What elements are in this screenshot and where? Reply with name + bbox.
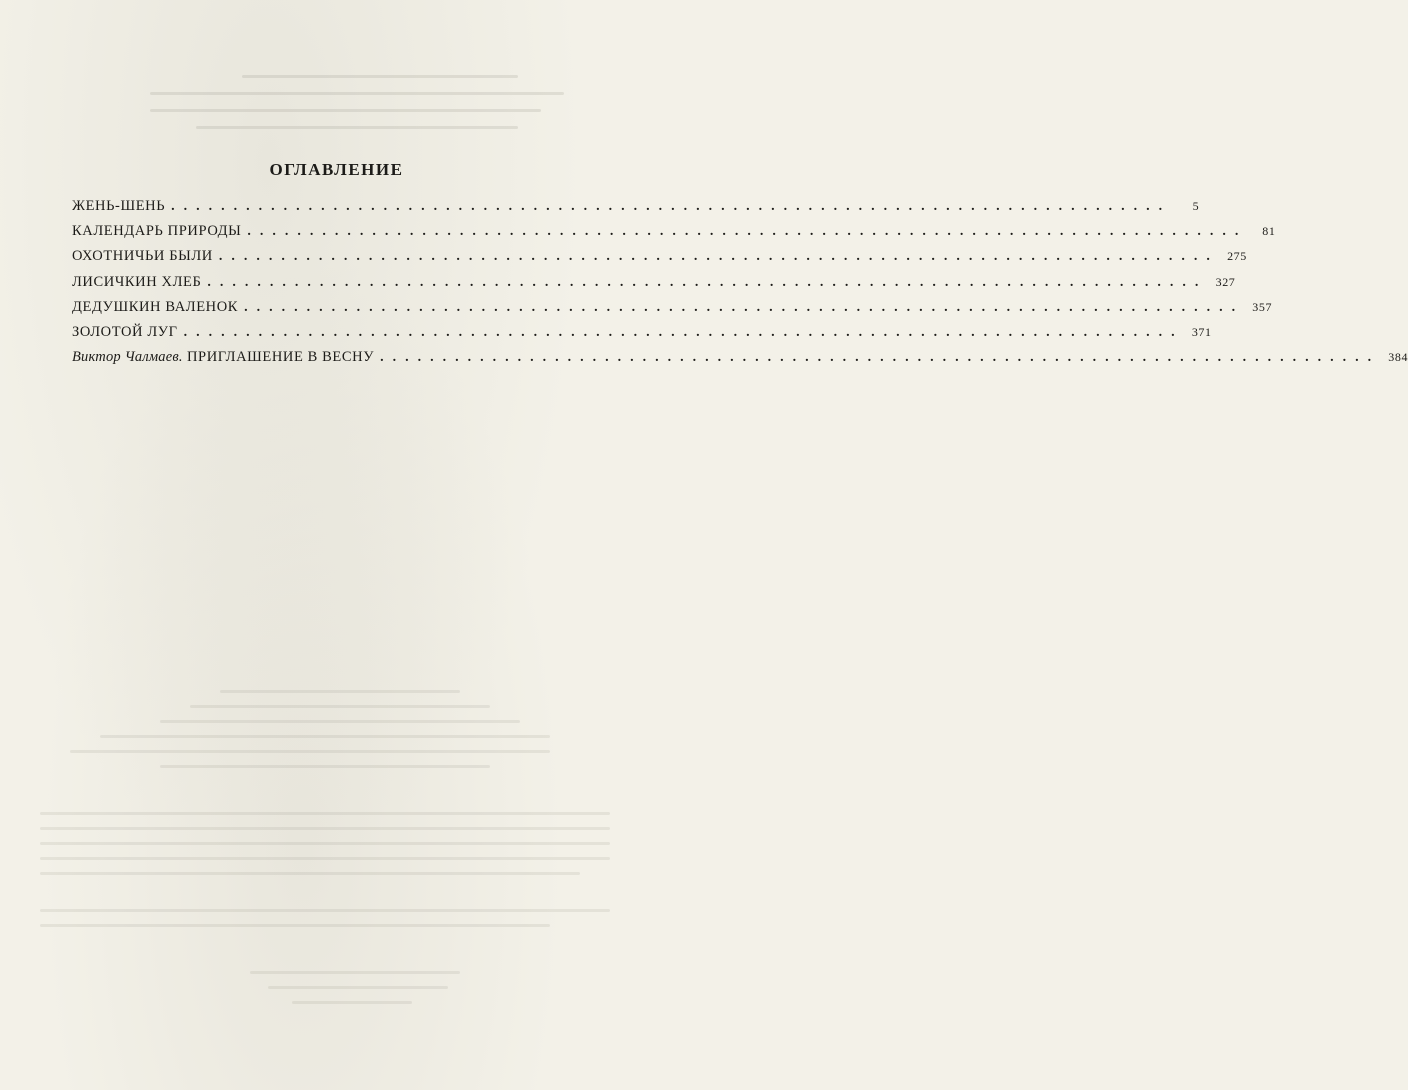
toc-entry-page: 275 <box>1227 249 1247 264</box>
toc-entry-title: ДЕДУШКИН ВАЛЕНОК <box>72 298 239 315</box>
table-of-contents <box>72 198 1408 374</box>
toc-entry-title: ЛИСИЧКИН ХЛЕБ <box>72 273 202 290</box>
toc-entry-label <box>72 349 380 366</box>
toc-entry-title: ЖЕНЬ-ШЕНЬ <box>72 198 166 214</box>
toc-entry-page: 357 <box>1252 299 1273 314</box>
toc-entry[interactable] <box>72 223 1276 248</box>
dot-leader: ................................................................................ <box>207 274 1208 290</box>
toc-entry[interactable] <box>72 349 1408 374</box>
toc-entry-title: ЗОЛОТОЙ ЛУГ <box>72 323 178 340</box>
toc-entry-title: ПРИГЛАШЕНИЕ В ВЕСНУ <box>186 349 375 366</box>
toc-entry-page: 81 <box>1262 224 1276 239</box>
toc-entry-label <box>72 248 219 265</box>
dot-leader: ................................................................................ <box>244 299 1245 315</box>
toc-heading: ОГЛАВЛЕНИЕ <box>269 160 404 179</box>
toc-entry[interactable] <box>72 298 1273 324</box>
dot-leader: ................................................................................ <box>380 350 1381 366</box>
toc-entry-label <box>72 299 244 316</box>
toc-entry-page: 371 <box>1191 324 1212 339</box>
dot-leader: ................................................................................ <box>247 224 1248 240</box>
toc-entry-label <box>72 274 207 291</box>
toc-entry-label <box>72 198 171 215</box>
toc-entry[interactable] <box>72 198 1200 223</box>
dot-leader: ................................................................................ <box>218 249 1219 265</box>
toc-entry[interactable] <box>72 273 1236 299</box>
toc-entry[interactable] <box>72 248 1247 273</box>
show-through-text-bottom <box>40 690 640 1010</box>
toc-entry-page: 5 <box>1192 199 1200 213</box>
toc-entry[interactable] <box>72 323 1212 349</box>
toc-entry-title: ОХОТНИЧЬИ БЫЛИ <box>72 248 213 265</box>
toc-entry-label <box>72 223 247 240</box>
toc-entry-page: 327 <box>1215 274 1236 289</box>
dot-leader: ................................................................................ <box>183 324 1184 340</box>
toc-entry-label <box>72 324 184 341</box>
show-through-text-top <box>150 75 610 155</box>
toc-entry-author: Виктор Чалмаев. <box>72 349 183 366</box>
toc-entry-page: 384 <box>1388 350 1408 365</box>
dot-leader: ................................................................................ <box>171 199 1172 214</box>
toc-entry-title: КАЛЕНДАРЬ ПРИРОДЫ <box>72 223 242 240</box>
